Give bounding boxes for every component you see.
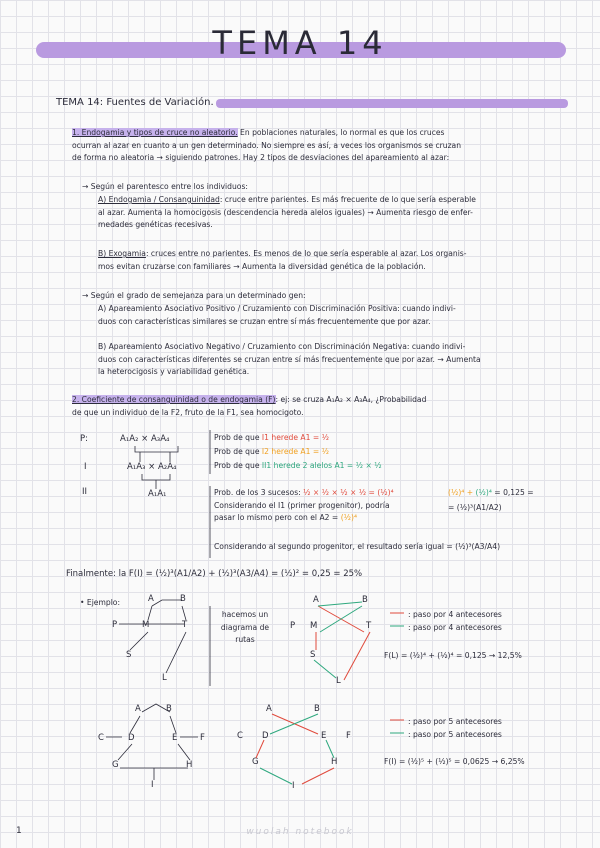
generation-i-label: I [84, 462, 87, 472]
ex1-route-green-3 [318, 602, 362, 606]
prob-sum-result: = (½)³(A1/A2) [448, 503, 502, 512]
ex2-node-h: H [186, 760, 193, 770]
ex1-node-a: A [148, 594, 154, 604]
ex2-result: F(I) = (½)⁵ + (½)⁵ = 0,0625 → 6,25% [384, 757, 525, 766]
ex2-route-red-3 [302, 768, 334, 784]
ex2-route-green-3 [326, 740, 334, 758]
ex2-route-node-e: E [321, 731, 327, 741]
parental-cross: A₁A₂ × A₃A₄ [120, 434, 170, 444]
ex2-node-f: F [200, 733, 205, 743]
route-diagram-note: hacemos un diagrama de rutas [220, 610, 270, 644]
ex1-route-green-1 [320, 606, 362, 632]
ex2-node-i: I [151, 780, 154, 790]
ex1-node-s: S [126, 650, 132, 660]
subtitle: TEMA 14: Fuentes de Variación. [56, 97, 214, 108]
ex2-node-a: A [135, 704, 141, 714]
ex2-node-d: D [128, 733, 135, 743]
pedigree-connector-p [135, 446, 178, 452]
ex2-route-node-a: A [266, 704, 272, 714]
ex1-route-node-a: A [313, 595, 319, 605]
prob-i1: Prob de que I1 herede A1 = ½ [214, 433, 329, 442]
positive-assortative: A) Apareamiento Asociativo Positivo / Cruzamiento con Discriminación Positiva: cuando indivi- duos con características similares se cruzan entre sí más frecuentemente que por azar. [98, 304, 456, 326]
second-progenitor: Considerando al segundo progenitor, el resultado sería igual = (½)³(A3/A4) [214, 542, 501, 551]
section1-heading: 1. Endogamia y tipos de cruce no aleatorio. [72, 128, 238, 137]
ex2-tree-low [118, 744, 193, 780]
pedigree-connector-i [142, 474, 170, 489]
ex1-tree-top [148, 600, 186, 620]
ex2-route-node-i: I [292, 781, 295, 791]
prob-ii1: Prob de que II1 herede 2 alelos A1 = ½ × ½ [214, 461, 382, 470]
ex1-node-b: B [180, 594, 186, 604]
ex2-route-node-f: F [346, 731, 351, 741]
criterion-similarity: → Según el grado de semejanza para un determinado gen: [82, 291, 306, 300]
watermark: wuolah notebook [246, 827, 354, 837]
endogamy-definition: A) Endogamia / Consanguinidad: cruce entre parientes. Es más frecuente de lo que sería esperable al azar. Aumenta la homocigosis (descendencia hereda alelos iguales) → Aumenta riesgo de enfer- medades genéticas recesivas. [98, 195, 476, 229]
pedigree-drop-p [140, 452, 170, 462]
ex2-route-node-c: C [237, 731, 243, 741]
ex1-legend-green: : paso por 4 antecesores [408, 623, 502, 632]
generation-p-label: P: [80, 434, 88, 444]
negative-assortative: B) Apareamiento Asociativo Negativo / Cruzamiento con Discriminación Negativa: cuando indivi- duos con características diferentes se cruzan entre sí más frecuentemente que por azar. → Aumenta la heterocigosis y variabilidad genética. [98, 342, 481, 376]
ex1-node-p: P [112, 620, 118, 630]
section1-intro: 1. Endogamia y tipos de cruce no aleatorio. En poblaciones naturales, lo normal es que los cruces ocurran al azar en cuanto a un gen determinado. No siempre es así, a veces los organismos se cruzan de forma no aleatoria → siguiendo patrones. Hay 2 tipos de desviaciones del apareamiento al azar: [72, 128, 462, 162]
ex2-node-e: E [172, 733, 178, 743]
ex1-route-node-s: S [310, 650, 316, 660]
prob-sum: (½)⁴ + (½)⁴ = 0,125 = [448, 488, 534, 497]
ex2-route-green-2 [260, 768, 292, 784]
f1-cross: A₁A₃ × A₂A₄ [127, 462, 177, 472]
prob-i2: Prob de que I2 herede A1 = ½ [214, 447, 329, 456]
ex2-route-red-2 [256, 740, 264, 758]
section2-heading: 2. Coeficiente de consanguinidad o de endogamia (F) [72, 395, 276, 404]
ex1-route-red-3 [344, 632, 370, 680]
section2-intro: 2. Coeficiente de consanguinidad o de endogamia (F): ej: se cruza A₁A₂ × A₃A₄, ¿Probabilidad de que un individuo de la F2, fruto de la F1, sea homocigoto. [72, 395, 427, 417]
ex1-node-m: M [142, 620, 150, 630]
ex1-route-node-l: L [336, 676, 341, 686]
ex2-tree-top [130, 704, 176, 733]
exogamy-definition: B) Exogamia: cruces entre no parientes. Es menos de lo que sería esperable al azar. Los organis- mos evitan cruzarse con familiares → Aumenta la diversidad genética de la población. [98, 249, 467, 271]
ex2-node-c: C [98, 733, 104, 743]
ex2-route-node-g: G [252, 757, 259, 767]
ex1-route-node-t: T [366, 621, 372, 631]
ex2-route-node-d: D [262, 731, 269, 741]
ex1-route-node-m: M [310, 621, 318, 631]
final-result: Finalmente: la F(I) = (½)³(A1/A2) + (½)³(A3/A4) = (½)² = 0,25 = 25% [66, 569, 363, 579]
ex1-route-green-2 [314, 660, 336, 678]
criterion-kinship: → Según el parentesco entre los individuos: [82, 182, 248, 191]
ex2-legend-green: : paso por 5 antecesores [408, 730, 502, 739]
ex1-result: F(L) = (½)⁴ + (½)⁴ = 0,125 → 12,5% [384, 651, 522, 660]
ex2-route-node-b: B [314, 704, 320, 714]
ex1-legend-red: : paso por 4 antecesores [408, 610, 502, 619]
page-number: 1 [16, 826, 22, 836]
ex1-node-l: L [162, 673, 167, 683]
generation-ii-label: II [82, 487, 88, 497]
page-title: TEMA 14 [212, 24, 388, 62]
ex1-tree-low [130, 632, 186, 673]
prob-three-events: Prob. de los 3 sucesos: ½ × ½ × ½ × ½ = (½)⁴ Considerando el I1 (primer progenitor), podría pasar lo mismo pero con el A2 = (½)⁴ [214, 488, 394, 522]
ex1-node-t: T [182, 620, 188, 630]
ex2-node-g: G [112, 760, 119, 770]
ex1-route-node-b: B [362, 595, 368, 605]
ex2-node-b: B [166, 704, 172, 714]
ex2-legend-red: : paso por 5 antecesores [408, 717, 502, 726]
ex2-route-node-h: H [331, 757, 338, 767]
example-label: • Ejemplo: [80, 598, 121, 607]
ex1-route-node-p: P [290, 621, 296, 631]
f2-individual: A₁A₁ [148, 489, 167, 499]
